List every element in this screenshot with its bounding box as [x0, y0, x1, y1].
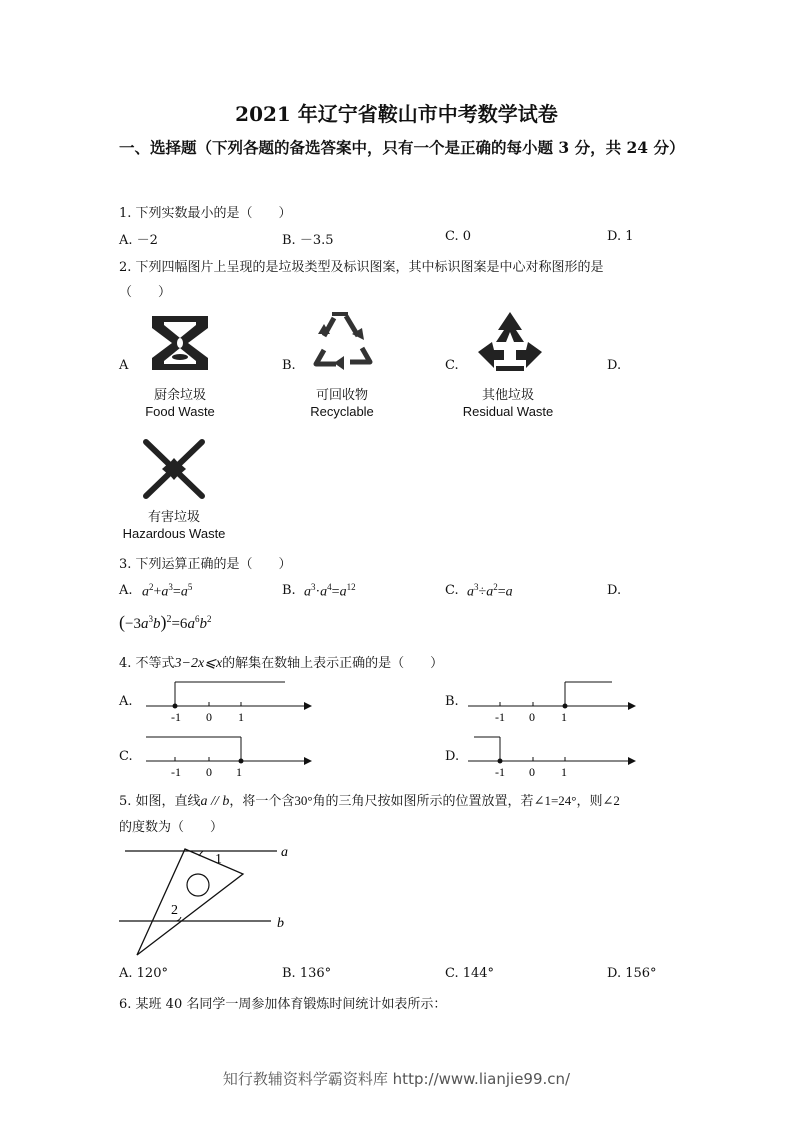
tick-label-neg1: -1 [171, 765, 181, 779]
tick-label-1: 1 [236, 765, 242, 779]
hourglass-food-waste-icon [148, 312, 212, 374]
question-2-stem: 2. 下列四幅图片上呈现的是垃圾类型及标识图案，其中标识图案是中心对称图形的是 [119, 260, 604, 275]
angle-label-2: 2 [171, 903, 178, 918]
page-title: 2021 年辽宁省鞍山市中考数学试卷 [235, 102, 558, 126]
label-b: b [277, 916, 284, 931]
q4-number-line-a [140, 676, 320, 726]
q5-option-c[interactable]: C. 144° [445, 966, 495, 981]
tick-label-neg1: -1 [171, 710, 181, 724]
hazardous-caption-en: Hazardous Waste [122, 526, 226, 541]
q3-marker-b[interactable]: B. [282, 583, 296, 598]
q2-marker-b[interactable]: B. [282, 358, 296, 373]
q3-expression-b: $a^3\cdot a^4=a^{12}$ [304, 582, 356, 600]
ruler-hole [187, 874, 209, 896]
hazardous-x-arrows-icon [140, 436, 208, 502]
label-a: a [281, 845, 288, 860]
recyclable-caption-en: Recyclable [310, 404, 374, 419]
q4-number-line-b [466, 676, 646, 726]
tick-label-1: 1 [238, 710, 244, 724]
q4-marker-a[interactable]: A. [119, 694, 133, 709]
residual-arrows-icon [472, 308, 548, 378]
tick-label-0: 0 [529, 765, 535, 779]
q1-option-b[interactable]: B. －3.5 [282, 233, 334, 248]
q1-option-d[interactable]: D. 1 [607, 229, 634, 244]
residual-caption-en: Residual Waste [462, 404, 554, 419]
q2-marker-c[interactable]: C. [445, 358, 459, 373]
tick-label-0: 0 [206, 710, 212, 724]
question-6-stem: 6. 某班 40 名同学一周参加体育锻炼时间统计如表所示： [119, 997, 447, 1012]
question-5-stem: 5. 如图，直线a // b，将一个含30°角的三角尺按如图所示的位置放置，若∠1=24°，则∠2 [119, 793, 620, 809]
question-2-paren: （ ） [119, 285, 172, 300]
q4-number-line-c [140, 731, 320, 781]
q4-marker-d[interactable]: D. [445, 749, 460, 764]
tick-label-0: 0 [206, 765, 212, 779]
recycle-arrows-icon [302, 308, 382, 378]
q3-expression-a: $a^2+a^3=a^5$ [142, 582, 193, 600]
hazardous-caption-zh: 有害垃圾 [147, 510, 200, 525]
residual-caption-zh: 其他垃圾 [481, 388, 534, 403]
q4-marker-b[interactable]: B. [445, 694, 459, 709]
food-waste-caption-zh: 厨余垃圾 [153, 388, 206, 403]
q3-marker-a[interactable]: A. [119, 583, 133, 598]
food-waste-caption-en: Food Waste [145, 404, 215, 419]
q2-marker-d[interactable]: D. [607, 358, 622, 373]
recyclable-caption-zh: 可回收物 [315, 388, 368, 403]
q5-option-a[interactable]: A. 120° [119, 966, 168, 981]
q4-marker-c[interactable]: C. [119, 749, 133, 764]
triangle-ruler [137, 849, 243, 955]
tick-label-0: 0 [529, 710, 535, 724]
question-4-stem: 4. 不等式3−2x⩽x的解集在数轴上表示正确的是（ ） [119, 656, 444, 671]
q5-triangle-figure [115, 838, 295, 960]
q1-option-c[interactable]: C. 0 [445, 229, 472, 244]
tick-label-neg1: -1 [495, 710, 505, 724]
q1-option-a[interactable]: A. －2 [119, 233, 158, 248]
q2-marker-a[interactable]: A [119, 358, 129, 373]
tick-label-1: 1 [561, 765, 567, 779]
footer-watermark[interactable]: 知行教辅资料学霸资料库 http://www.lianjie99.cn/ [222, 1070, 571, 1088]
tick-label-1: 1 [561, 710, 567, 724]
tick-label-neg1: -1 [495, 765, 505, 779]
q5-option-b[interactable]: B. 136° [282, 966, 332, 981]
q3-marker-c[interactable]: C. [445, 583, 459, 598]
q3-expression-d: $(-3a^3b)^2=6a^6b^2$ [119, 612, 212, 632]
q3-expression-c: $a^3\div a^2=a$ [467, 582, 513, 600]
q4-number-line-d [466, 731, 646, 781]
question-5-stem-line2: 的度数为（ ） [119, 820, 224, 835]
q5-option-d[interactable]: D. 156° [607, 966, 657, 981]
q3-marker-d[interactable]: D. [607, 583, 622, 598]
question-3-stem: 3. 下列运算正确的是（ ） [119, 557, 292, 572]
angle-label-1: 1 [215, 852, 222, 867]
question-1-stem: 1. 下列实数最小的是（ ） [119, 206, 292, 221]
section-heading: 一、选择题（下列各题的备选答案中，只有一个是正确的每小题 3 分，共 24 分） [119, 138, 685, 157]
